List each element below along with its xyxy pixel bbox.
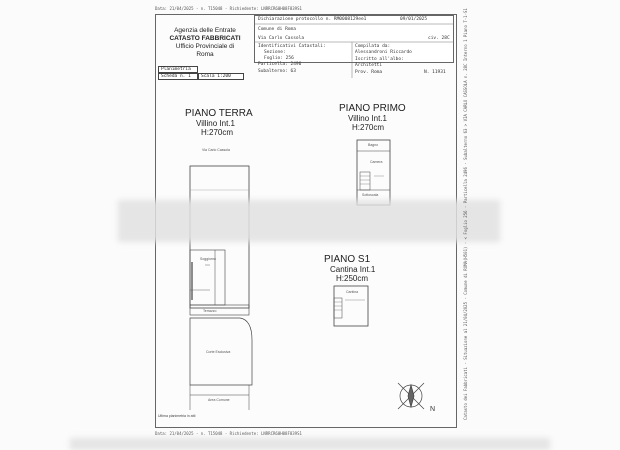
identifiers-label: Identificativi Catastali:: [258, 44, 326, 49]
province-label: Prov. Roma: [355, 70, 383, 75]
declaration-number: Dichiarazione protocollo n. RM0008129ee1: [258, 17, 367, 22]
scala-label: Scala 1:200: [198, 73, 244, 80]
iscritto-value: Architetti: [355, 63, 383, 68]
piano-s1-use: Cantina Int.1: [330, 265, 376, 274]
room-area-comune: Area Comune: [208, 398, 230, 402]
piano-primo-height: H:270cm: [352, 123, 385, 132]
piano-s1-height: H:250cm: [336, 274, 369, 283]
room-corte: Corte Esclusiva: [206, 350, 231, 354]
piano-terra-title: PIANO TERRA: [185, 108, 253, 119]
piano-primo-title: PIANO PRIMO: [339, 103, 406, 114]
room-terrazzo: Terrazzo: [203, 309, 217, 313]
room-soggiorno: Soggiorno: [200, 257, 216, 261]
piano-primo-use: Villino Int.1: [348, 114, 387, 123]
piano-terra-use: Villino Int.1: [196, 119, 235, 128]
ufficio-label: Ufficio Provinciale di: [175, 43, 235, 50]
piano-s1-title: PIANO S1: [324, 254, 371, 265]
bottom-stamp: Data: 21/04/2025 - n. T15048 - Richiedente: LNRRCR60H08F839S1: [155, 431, 302, 436]
north-label: N: [430, 406, 436, 413]
room-cantina: Cantina: [346, 290, 359, 294]
via-label: Via Carlo Cassola: [202, 148, 230, 152]
right-vertical-info: Catasto dei Fabbricati - Situazione al 21/04/2025 - Comune di ROMA(H501) - < Foglio 256 - Particella 2496 - Subalterno 63 > VIA CARLO CASSOLA n. 28C Interno 1 Piano T-1-S1: [463, 8, 468, 420]
civic-number: civ. 28C: [428, 36, 450, 41]
iscritto-label: Iscritto all'albo:: [355, 57, 404, 62]
scheda-label: Scheda n. 1: [158, 73, 198, 80]
city-label: Roma: [196, 51, 214, 58]
room-bagno: Bagno: [368, 143, 379, 147]
comune-label: Comune di Roma: [258, 27, 296, 32]
foglio-label: Foglio: 256: [264, 56, 294, 61]
catasto-title: CATASTO FABBRICATI: [169, 35, 241, 42]
bottom-fade: [70, 438, 550, 450]
declaration-date: 09/01/2025: [400, 17, 428, 22]
last-plan-note: Ultima planimetria in atti: [158, 414, 196, 418]
register-number: N. 11931: [424, 70, 446, 75]
planimetria-label: Planimetria: [158, 66, 198, 73]
piano-terra-height: H:270cm: [201, 128, 234, 137]
top-stamp: Data: 21/04/2025 - n. T15048 - Richiedente: LNRRCR60H08F839S1: [155, 6, 302, 11]
agency-name: Agenzia delle Entrate: [174, 27, 236, 34]
sezione-label: Sezione:: [264, 50, 286, 55]
north-arrow: [398, 383, 424, 409]
redaction-band: [118, 200, 500, 242]
compilata-name: Alessandroni Riccardo: [355, 50, 412, 55]
subalterno-label: Subalterno: 63: [258, 69, 296, 74]
address-label: Via Carlo Cassola: [258, 36, 305, 41]
room-sottoscala: Sottoscala: [362, 193, 379, 197]
particella-label: Particella: 2496: [258, 62, 302, 67]
compilata-label: Compilata da:: [355, 44, 391, 49]
room-camera: Camera: [370, 160, 383, 164]
